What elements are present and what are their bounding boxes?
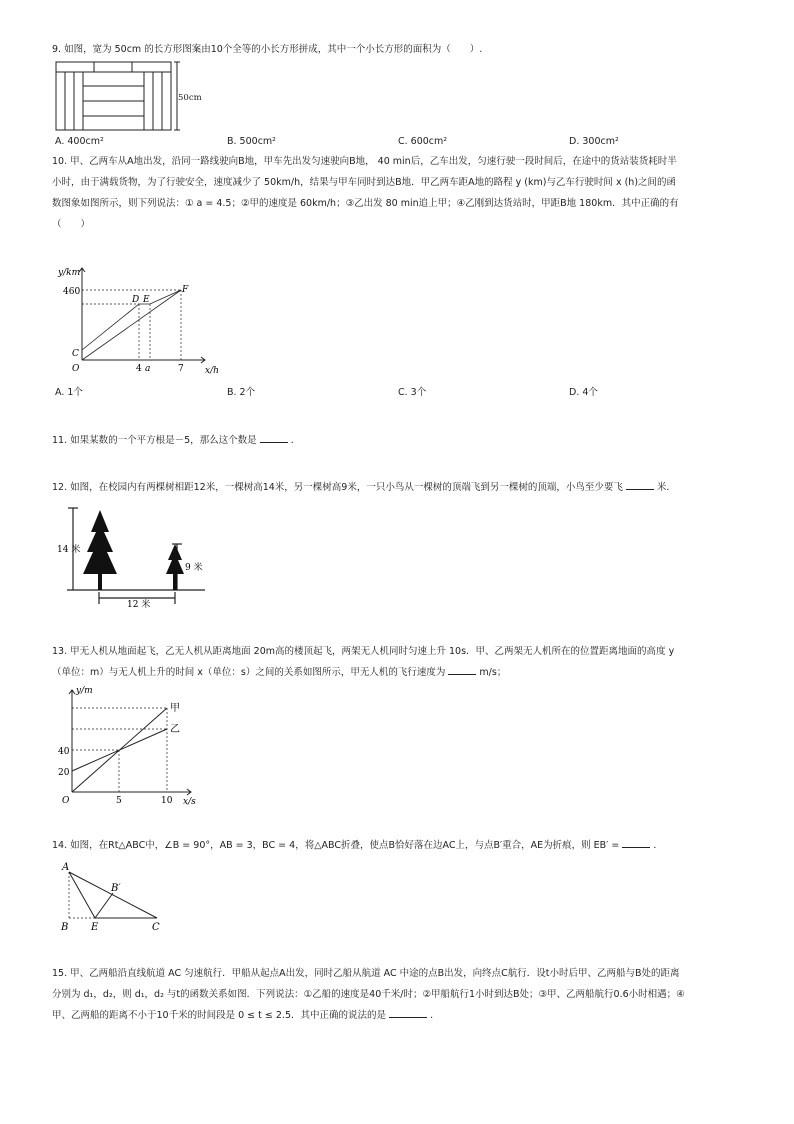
q14-point-b-prime: B′ (111, 883, 121, 894)
q10-y-axis-label: y/km (58, 268, 81, 278)
q11-answer-blank[interactable] (260, 432, 288, 443)
q13-text: （单位：m）与无人机上升的时间 x（单位：s）之间的关系如图所示，甲无人机的飞行速度为 (52, 667, 446, 678)
q14-point-e: E (91, 922, 99, 933)
q10-x-tick-4: 4 (136, 364, 142, 374)
q9-option-c: C. 600cm² (398, 136, 448, 147)
q13-y-tick-40: 40 (58, 747, 70, 757)
q12-end: 米． (656, 482, 676, 493)
short-tree-icon (166, 544, 184, 590)
q10-point-d: D (132, 295, 140, 305)
q14-line (52, 836, 663, 856)
q15-end: ． (430, 1010, 440, 1021)
q15-line-3 (52, 1006, 440, 1026)
q13-graph (55, 682, 205, 810)
q10-option-a: A. 1个 (55, 387, 83, 398)
q12-answer-blank[interactable] (626, 479, 654, 490)
q12-right-height-label: 9 米 (185, 563, 203, 573)
q10-point-f: F (182, 285, 189, 295)
q9-option-d: D. 300cm² (569, 136, 619, 147)
q10-y-tick-460: 460 (63, 287, 81, 297)
q13-y-tick-20: 20 (58, 768, 70, 778)
q10-x-axis-label: x/h (205, 366, 219, 376)
q14-text: 14. 如图，在Rt△ABC中，∠B = 90°，AB = 3，BC = 4，将△ABC折叠，使点B恰好落在边AC上，与点B′重合，AE为折痕，则 EB′ = (52, 840, 620, 851)
q12-line (52, 478, 676, 498)
q10-line-1: 10. 甲、乙两车从A地出发，沿同一路线驶向B地，甲车先出发匀速驶向B地， 40 min后，乙车出发，匀速行驶一段时间后，在途中的货站装货耗时半 (52, 156, 677, 167)
q14-point-b: B (61, 922, 69, 933)
q12-distance-label: 12 米 (127, 600, 151, 610)
q14-point-c: C (152, 922, 160, 933)
q10-option-c: C. 3个 (398, 387, 427, 398)
q14-end: ． (653, 840, 663, 851)
q15-answer-blank[interactable] (389, 1007, 427, 1018)
q11-text: 11. 如果某数的一个平方根是－5，那么这个数是 (52, 435, 257, 446)
q9-text: 9. 如图，宽为 50cm 的长方形图案由10个全等的小长方形拼成，其中一个小长方形的面积为（ ）. (52, 44, 483, 55)
q10-line-3: 数图象如图所示，则下列说法：① a = 4.5；②甲的速度是 60km/h；③乙出发 80 min追上甲；④乙刚到达货站时，甲距B地 180km．其中正确的有 (52, 198, 679, 209)
q10-x-tick-a: a (145, 364, 151, 374)
q10-x-tick-7: 7 (178, 364, 184, 374)
q13-line-2 (52, 663, 506, 683)
q13-x-tick-10: 10 (161, 796, 173, 806)
q14-point-a: A (62, 862, 70, 873)
q11-line (52, 431, 300, 451)
q12-left-height-label: 14 米 (57, 545, 81, 555)
q12-trees-figure (55, 502, 215, 612)
q9-option-b: B. 500cm² (227, 136, 276, 147)
q10-option-b: B. 2个 (227, 387, 256, 398)
q14-triangle-figure (55, 856, 175, 936)
q10-origin: O (72, 364, 80, 374)
q15-line-2: 分别为 d₁，d₂，则 d₁，d₂ 与t的函数关系如图．下列说法：①乙船的速度是40千米/时；②甲船航行1小时到达B处；③甲、乙两船航行0.6小时相遇；④ (52, 989, 685, 1000)
q10-point-e: E (143, 295, 150, 305)
q13-series-jia: 甲 (170, 703, 180, 714)
q9-width-label: 50cm (178, 93, 202, 103)
q14-answer-blank[interactable] (622, 837, 650, 848)
q10-point-c: C (72, 349, 79, 359)
q15-line-1: 15. 甲、乙两船沿直线航道 AC 匀速航行．甲船从起点A出发，同时乙船从航道 AC 中途的点B出发，向终点C航行．设t小时后甲、乙两船与B处的距离 (52, 968, 680, 979)
q13-origin: O (62, 796, 70, 806)
q10-graph (55, 262, 219, 377)
q13-x-axis-label: x/s (183, 797, 196, 807)
q9-option-a: A. 400cm² (55, 136, 104, 147)
q12-text: 12. 如图，在校园内有两棵树相距12米，一棵树高14米，另一棵树高9米，一只小鸟从一棵树的顶端飞到另一棵树的顶端，小鸟至少要飞 (52, 482, 623, 493)
q13-end: m/s； (479, 667, 507, 678)
q10-option-d: D. 4个 (569, 387, 598, 398)
q13-series-yi: 乙 (170, 724, 180, 735)
q13-answer-blank[interactable] (448, 664, 476, 675)
q13-y-axis-label: y/m (76, 686, 93, 696)
q10-line-4: （ ） (52, 219, 91, 230)
q13-x-tick-5: 5 (116, 796, 122, 806)
q11-end: ． (290, 435, 301, 446)
tall-tree-icon (83, 510, 117, 590)
q13-line-1: 13. 甲无人机从地面起飞，乙无人机从距离地面 20m高的楼顶起飞，两架无人机同时匀速上升 10s．甲、乙两架无人机所在的位置距离地面的高度 y (52, 646, 675, 657)
q15-text: 甲、乙两船的距离不小于10千米的时间段是 0 ≤ t ≤ 2.5．其中正确的说法的是 (52, 1010, 386, 1021)
q10-line-2: 小时，由于满载货物，为了行驶安全，速度减少了 50km/h，结果与甲车同时到达B地．甲乙两车距A地的路程 y (km)与乙车行驶时间 x (h)之间的函 (52, 177, 677, 188)
